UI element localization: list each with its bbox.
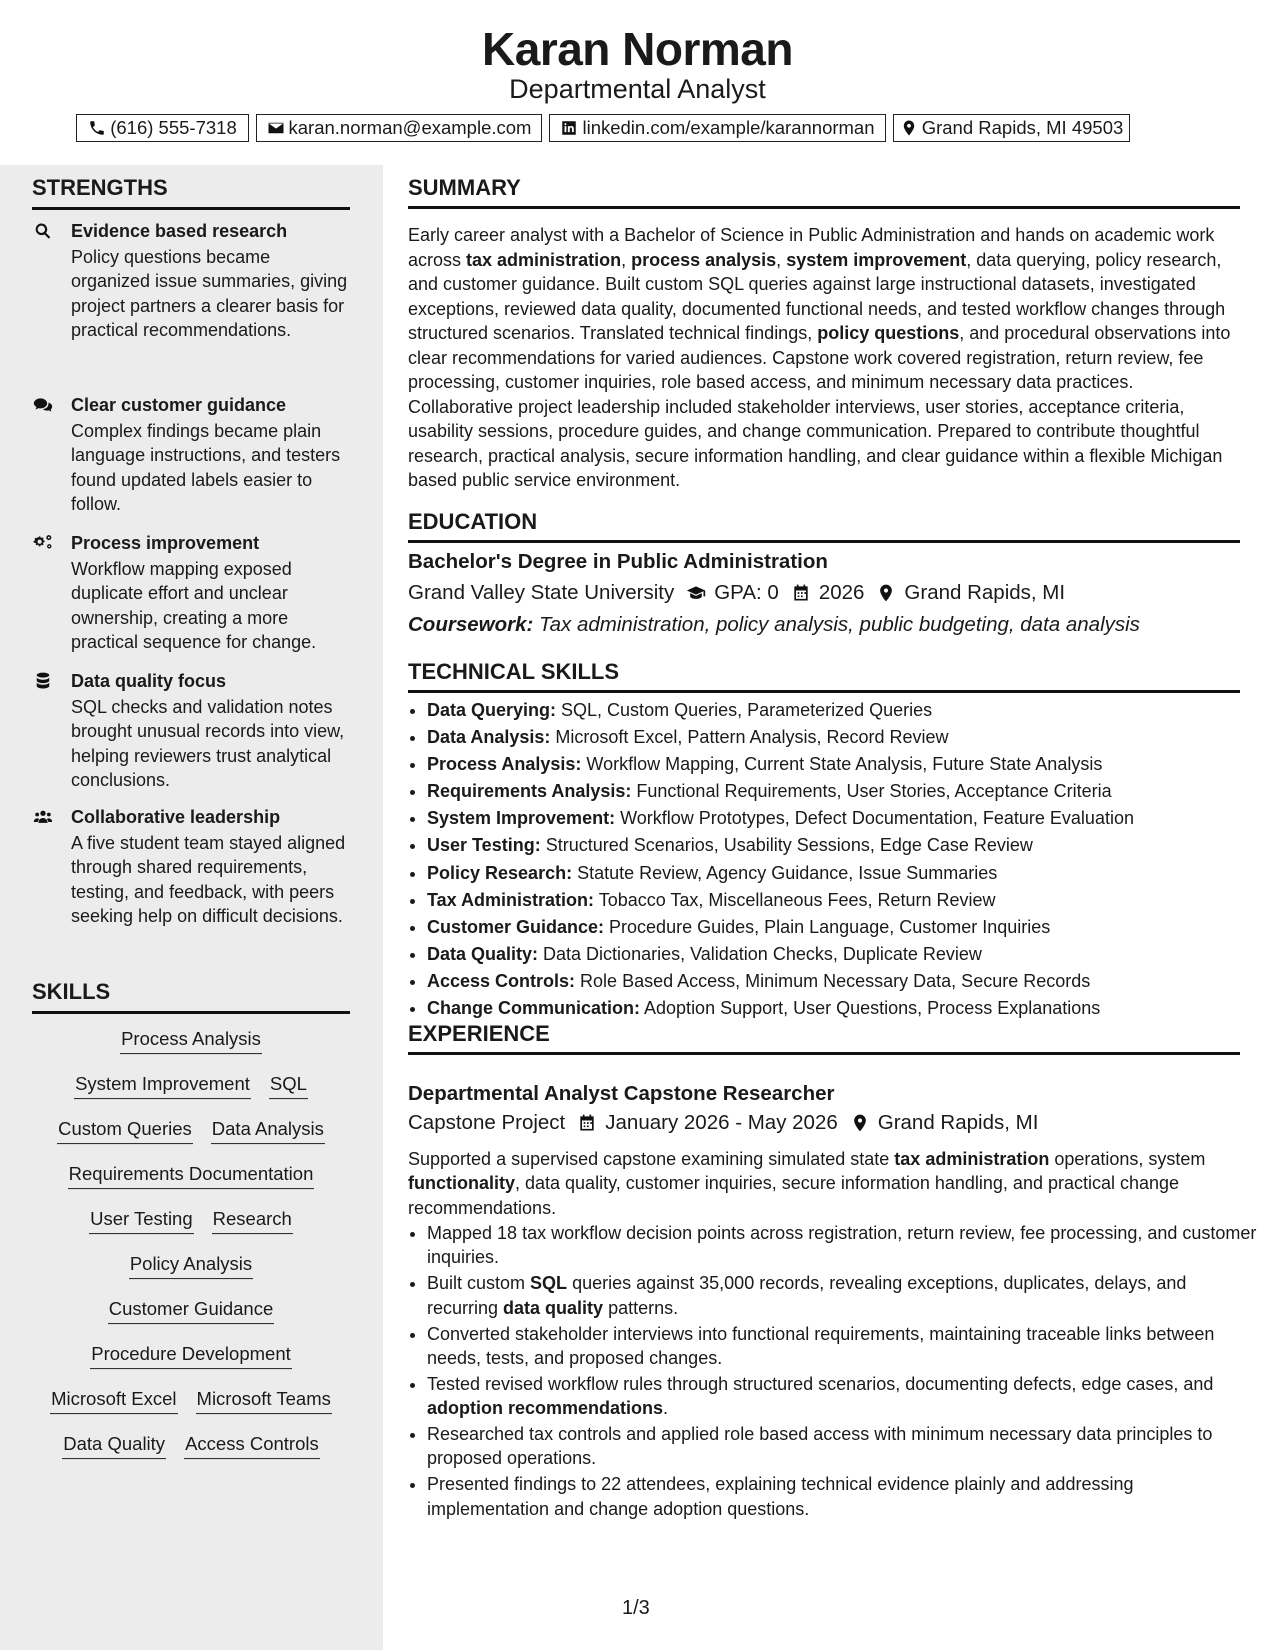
calendar-icon bbox=[577, 1113, 597, 1133]
technical-skill-value: Workflow Prototypes, Defect Documentation, Feature Evaluation bbox=[615, 808, 1134, 829]
strength-item bbox=[32, 805, 352, 929]
text-run: Early career analyst with a Bachelor of Science in Public Administration and hands on academic work across bbox=[408, 225, 1215, 270]
contact-email-text: karan.norman@example.com bbox=[288, 117, 532, 138]
technical-skill-label: Access Controls: bbox=[427, 970, 576, 991]
skill-row bbox=[32, 1207, 350, 1252]
contact-bar bbox=[0, 114, 1275, 144]
bold-phrase: tax administration bbox=[466, 249, 622, 270]
comments-icon bbox=[32, 395, 54, 415]
phone-icon bbox=[88, 119, 106, 137]
text-run: Presented findings to 22 attendees, explaining technical evidence plainly and addressing implementation and change adoption questions. bbox=[427, 1474, 1134, 1519]
contact-email[interactable] bbox=[256, 114, 542, 142]
text-run: Converted stakeholder interviews into functional requirements, maintaining traceable links between needs, tests, and proposed changes. bbox=[427, 1323, 1215, 1368]
technical-skill-value: Functional Requirements, User Stories, Acceptance Criteria bbox=[631, 781, 1112, 802]
text-run: queries against 35,000 records, revealing exceptions, duplicates, delays, and recurring bbox=[427, 1273, 1187, 1318]
graduation-cap-icon bbox=[686, 583, 706, 603]
education-location: Grand Rapids, MI bbox=[904, 581, 1066, 604]
skill-row bbox=[32, 1117, 350, 1162]
technical-skill-item bbox=[427, 914, 1259, 941]
skill-tag: Microsoft Teams bbox=[196, 1387, 332, 1414]
users-icon bbox=[32, 807, 54, 827]
text-run: , and procedural observations into clear recommendations for varied audiences. Capstone work covered registration, return review, fee processing, customer inquiries, role based access, and minimum necessary data practices. Collaborative project leadership included stakeholder interviews, user stories, acceptance criteria, usability sessions, procedure guides, and change communication. Prepared to contribute thoughtful research, practical analysis, secure information handling, and clear guidance within a flexible Michigan based public service environment. bbox=[408, 323, 1231, 490]
technical-skill-item bbox=[427, 860, 1259, 887]
search-icon bbox=[32, 221, 54, 241]
experience-meta bbox=[408, 1111, 1038, 1135]
experience-intro bbox=[408, 1147, 1240, 1220]
technical-skill-label: Tax Administration: bbox=[427, 889, 595, 910]
skill-tag: SQL bbox=[269, 1072, 308, 1099]
skill-row bbox=[32, 1387, 350, 1432]
text-run: , data quality, customer inquiries, secure information handling, and practical change recommendations. bbox=[408, 1173, 1180, 1218]
coursework-label: Coursework: bbox=[408, 613, 534, 636]
experience-bullets bbox=[408, 1221, 1259, 1523]
skill-tag: Data Analysis bbox=[211, 1117, 325, 1144]
contact-phone-text: (616) 555-7318 bbox=[110, 117, 237, 138]
strength-item bbox=[32, 531, 352, 655]
technical-skill-item bbox=[427, 805, 1259, 832]
text-run: Built custom bbox=[427, 1273, 531, 1294]
technical-skill-item bbox=[427, 778, 1259, 805]
strength-title: Process improvement bbox=[71, 533, 260, 553]
experience-heading: EXPERIENCE bbox=[408, 1020, 1240, 1055]
candidate-name: Karan Norman bbox=[482, 23, 793, 75]
technical-skill-value: Procedure Guides, Plain Language, Customer Inquiries bbox=[604, 916, 1051, 937]
contact-linkedin-text: linkedin.com/example/karannorman bbox=[582, 117, 875, 138]
education-coursework bbox=[408, 613, 1140, 637]
experience-role: Departmental Analyst Capstone Researcher bbox=[408, 1082, 835, 1105]
calendar-icon bbox=[791, 583, 811, 603]
experience-bullet bbox=[427, 1221, 1259, 1270]
technical-skill-item bbox=[427, 968, 1259, 995]
contact-location-text: Grand Rapids, MI 49503 bbox=[921, 117, 1124, 138]
skill-row bbox=[32, 1297, 350, 1342]
strength-title: Clear customer guidance bbox=[71, 395, 287, 415]
text-run: patterns. bbox=[603, 1297, 679, 1318]
skill-tag: Data Quality bbox=[62, 1432, 166, 1459]
technical-skills-heading: TECHNICAL SKILLS bbox=[408, 658, 1240, 693]
linkedin-icon bbox=[560, 119, 578, 137]
strength-desc: SQL checks and validation notes brought unusual records into view, helping reviewers trust analytical conclusions. bbox=[71, 697, 345, 791]
technical-skill-label: Data Quality: bbox=[427, 943, 539, 964]
bold-phrase: adoption recommendations bbox=[427, 1398, 664, 1419]
contact-phone[interactable] bbox=[76, 114, 249, 142]
experience-dates: January 2026 - May 2026 bbox=[605, 1111, 838, 1134]
skill-tag: Requirements Documentation bbox=[68, 1162, 315, 1189]
experience-bullet bbox=[427, 1271, 1259, 1320]
text-run: Mapped 18 tax workflow decision points across registration, return review, fee processing, and customer inquiries. bbox=[427, 1223, 1257, 1268]
bold-phrase: data quality bbox=[503, 1297, 604, 1318]
strength-title: Data quality focus bbox=[71, 671, 227, 691]
skill-tag: Access Controls bbox=[184, 1432, 320, 1459]
strength-title: Collaborative leadership bbox=[71, 807, 281, 827]
summary-text bbox=[408, 223, 1240, 493]
technical-skill-value: Microsoft Excel, Pattern Analysis, Record Review bbox=[550, 727, 949, 748]
technical-skill-label: System Improvement: bbox=[427, 808, 616, 829]
skill-row bbox=[32, 1432, 350, 1477]
strengths-heading: STRENGTHS bbox=[32, 174, 350, 210]
technical-skill-label: Change Communication: bbox=[427, 998, 641, 1019]
strength-item bbox=[32, 219, 352, 343]
text-run: , bbox=[621, 249, 632, 270]
education-gpa: GPA: 0 bbox=[714, 581, 779, 604]
bold-phrase: policy questions bbox=[817, 323, 960, 343]
skill-row bbox=[32, 1162, 350, 1207]
bold-phrase: SQL bbox=[530, 1273, 568, 1294]
database-icon bbox=[32, 671, 54, 691]
education-meta bbox=[408, 581, 1065, 605]
skill-tag: Policy Analysis bbox=[129, 1252, 253, 1279]
text-run: , bbox=[776, 249, 787, 270]
technical-skill-item bbox=[427, 941, 1259, 968]
experience-location: Grand Rapids, MI bbox=[877, 1111, 1039, 1134]
experience-bullet bbox=[427, 1472, 1259, 1521]
technical-skill-value: Statute Review, Agency Guidance, Issue Summaries bbox=[572, 862, 998, 883]
skill-row bbox=[32, 1342, 350, 1387]
page-number: 1/3 bbox=[622, 1597, 650, 1619]
skill-row bbox=[32, 1027, 350, 1072]
strength-desc: Complex findings became plain language instructions, and testers found updated labels easier to follow. bbox=[71, 421, 341, 515]
experience-org: Capstone Project bbox=[408, 1111, 566, 1134]
text-run: . bbox=[663, 1398, 669, 1419]
technical-skill-label: Policy Research: bbox=[427, 862, 573, 883]
technical-skill-value: Role Based Access, Minimum Necessary Data, Secure Records bbox=[575, 970, 1091, 991]
skills-list bbox=[32, 1027, 350, 1477]
technical-skill-value: Adoption Support, User Questions, Process Explanations bbox=[640, 998, 1101, 1019]
text-run: operations, system bbox=[1049, 1149, 1206, 1169]
strength-desc: Policy questions became organized issue summaries, giving project partners a clearer basis for practical recommendations. bbox=[71, 247, 348, 341]
skill-tag: System Improvement bbox=[74, 1072, 251, 1099]
skill-tag: Microsoft Excel bbox=[50, 1387, 177, 1414]
technical-skill-label: Data Querying: bbox=[427, 700, 557, 720]
technical-skills-list bbox=[408, 697, 1259, 1022]
technical-skill-label: Requirements Analysis: bbox=[427, 781, 632, 802]
map-pin-icon bbox=[900, 119, 918, 137]
technical-skill-item bbox=[427, 697, 1259, 724]
strength-item bbox=[32, 669, 352, 793]
experience-bullet bbox=[427, 1372, 1259, 1421]
text-run: Researched tax controls and applied role based access with minimum necessary data principles to proposed operations. bbox=[427, 1424, 1213, 1469]
map-pin-icon bbox=[876, 583, 896, 603]
skills-heading: SKILLS bbox=[32, 978, 350, 1014]
strength-item bbox=[32, 393, 352, 517]
map-pin-icon bbox=[850, 1113, 870, 1133]
strength-desc: Workflow mapping exposed duplicate effort and unclear ownership, creating a more practical sequence for change. bbox=[71, 559, 317, 653]
experience-bullet bbox=[427, 1422, 1259, 1471]
skill-tag: User Testing bbox=[89, 1207, 193, 1234]
technical-skill-value: Data Dictionaries, Validation Checks, Duplicate Review bbox=[538, 943, 982, 964]
education-school: Grand Valley State University bbox=[408, 581, 675, 604]
education-heading: EDUCATION bbox=[408, 508, 1240, 543]
bold-phrase: tax administration bbox=[894, 1149, 1050, 1169]
experience-bullet bbox=[427, 1322, 1259, 1371]
gears-icon bbox=[32, 533, 54, 553]
technical-skill-label: Process Analysis: bbox=[427, 754, 582, 775]
skill-tag: Custom Queries bbox=[57, 1117, 193, 1144]
technical-skill-item bbox=[427, 751, 1259, 778]
technical-skill-value: Structured Scenarios, Usability Sessions, Edge Case Review bbox=[540, 835, 1033, 856]
skill-tag: Procedure Development bbox=[90, 1342, 292, 1369]
skill-row bbox=[32, 1072, 350, 1117]
summary-heading: SUMMARY bbox=[408, 174, 1240, 209]
skill-tag: Process Analysis bbox=[120, 1027, 262, 1054]
technical-skill-item bbox=[427, 724, 1259, 751]
bold-phrase: process analysis bbox=[631, 249, 777, 270]
coursework-text: Tax administration, policy analysis, public budgeting, data analysis bbox=[533, 613, 1140, 636]
technical-skill-item bbox=[427, 995, 1259, 1022]
technical-skill-value: Tobacco Tax, Miscellaneous Fees, Return Review bbox=[594, 889, 996, 910]
technical-skill-value: SQL, Custom Queries, Parameterized Queries bbox=[556, 700, 933, 720]
bold-phrase: functionality bbox=[408, 1173, 515, 1194]
skill-tag: Research bbox=[212, 1207, 293, 1234]
contact-location bbox=[893, 114, 1130, 142]
envelope-icon bbox=[267, 119, 285, 137]
technical-skill-item bbox=[427, 887, 1259, 914]
technical-skill-label: User Testing: bbox=[427, 835, 541, 856]
text-run: Supported a supervised capstone examining simulated state bbox=[408, 1149, 895, 1169]
strength-desc: A five student team stayed aligned through shared requirements, testing, and feedback, with peers seeking help on difficult decisions. bbox=[71, 833, 346, 927]
resume-header bbox=[0, 0, 1275, 165]
skill-row bbox=[32, 1252, 350, 1297]
text-run: Tested revised workflow rules through structured scenarios, documenting defects, edge cases, and bbox=[427, 1373, 1214, 1394]
text-run: , data querying, policy research, and customer guidance. Built custom SQL queries against large instructional datasets, investigated exceptions, reviewed data quality, documented functional needs, and tested workflow changes through structured scenarios. Translated technical findings, bbox=[408, 249, 1226, 343]
contact-linkedin[interactable] bbox=[549, 114, 886, 142]
technical-skill-label: Customer Guidance: bbox=[427, 916, 605, 937]
technical-skill-value: Workflow Mapping, Current State Analysis, Future State Analysis bbox=[581, 754, 1103, 775]
technical-skill-item bbox=[427, 832, 1259, 859]
strength-title: Evidence based research bbox=[71, 221, 288, 241]
technical-skill-label: Data Analysis: bbox=[427, 727, 551, 748]
skill-tag: Customer Guidance bbox=[108, 1297, 275, 1324]
education-degree: Bachelor's Degree in Public Administration bbox=[408, 550, 828, 573]
bold-phrase: system improvement bbox=[786, 249, 967, 270]
education-year: 2026 bbox=[818, 581, 865, 604]
candidate-title: Departmental Analyst bbox=[509, 74, 766, 104]
